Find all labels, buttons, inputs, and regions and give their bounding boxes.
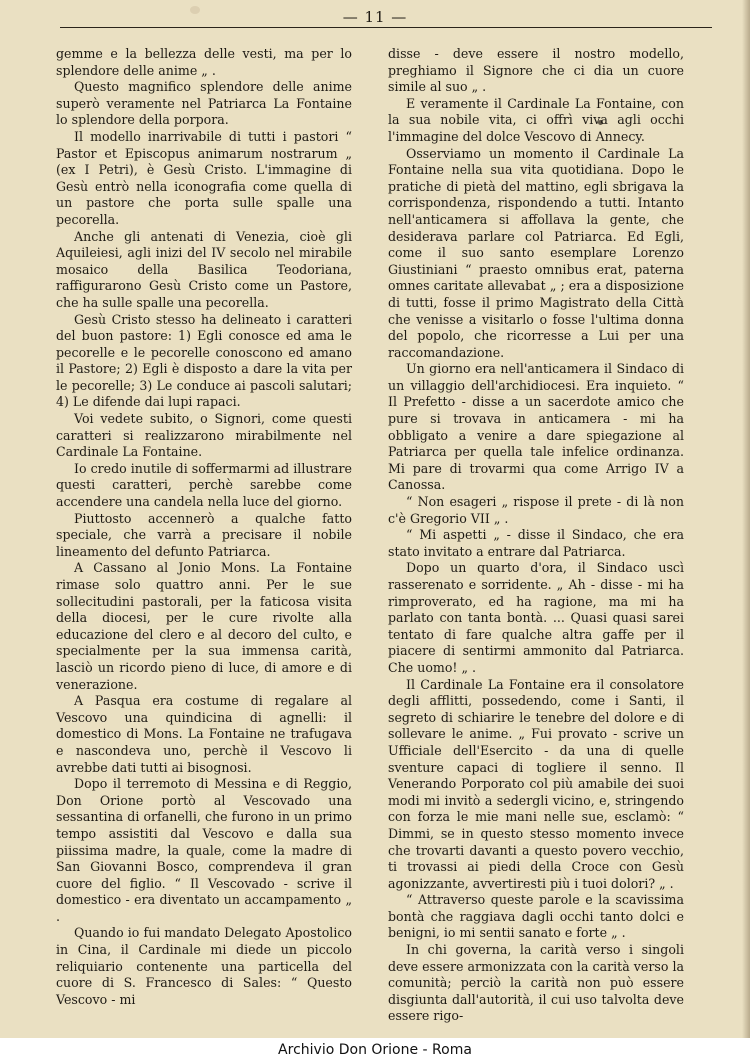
paragraph: Quando io fui mandato Delegato Apostolico in Cina, il Cardinale mi diede un piccolo reliquiario contenente una particella del cuore di S. Francesco di Sales: “ Questo Vescovo - mi [56,925,352,1007]
paragraph: Voi vedete subito, o Signori, come questi caratteri si realizzarono mirabilmente nel Cardinale La Fontaine. [56,411,352,460]
paragraph: Io credo inutile di soffermarmi ad illustrare questi caratteri, perchè sarebbe come accendere una candela nella luce del giorno. [56,460,352,510]
paragraph: Il Cardinale La Fontaine era il consolatore degli afflitti, possedendo, come i Santi, il segreto di schiarire le tenebre del dolore e di sollevare le anime. „ Fui provato - scrive un Ufficiale dell'Esercito - da una di quelle sventure capaci di togliere il senno. Il Venerando Porporato col più amabile dei suoi modi mi invitò a sedergli vicino, e, stringendo con forza le mie mani nelle sue, esclamò: “ Dimmi, se in questo stesso momento invece che trovarti davanti a questo povero vecchio, ti trovassi ai piedi della Croce con Gesù agonizzante, avvertiresti più i tuoi dolori? „ . [388,676,684,891]
left-column [56,46,352,1008]
paragraph: Il modello inarrivabile di tutti i pastori “ Pastor et Episcopus animarum nostrarum „ (ex I Petri), è Gesù Cristo. L'immagine di Gesù entrò nella iconografia come quella di un pastore che porta sulle spalle una pecorella. [56,128,352,227]
paragraph: “ Non esageri „ rispose il prete - di là non c'è Gregorio VII „ . [388,494,684,526]
paragraph: “ Attraverso queste parole e la scavissima bontà che raggiava dagli occhi tanto dolci e benigni, io mi sentii sanato e forte „ . [388,892,684,941]
paragraph: “ Mi aspetti „ - disse il Sindaco, che era stato invitato a entrare dal Patriarca. [388,527,684,559]
paragraph: Dopo un quarto d'ora, il Sindaco uscì rasserenato e sorridente. „ Ah - disse - mi ha rimproverato, ed ha ragione, ma mi ha parlato con tanta bontà. ... Quasi quasi sarei tentato di fare qualche altra gaffe per il piacere di sentirmi ammonito dal Patriarca. Che uomo! „ . [388,560,684,675]
header-rule [60,27,712,28]
paragraph: In chi governa, la carità verso i singoli deve essere armonizzata con la carità verso la comunità; perciò la carità non può essere disgiunta dall'autorità, il cui uso talvolta deve essere rigo- [388,942,684,1024]
paragraph: A Cassano al Jonio Mons. La Fontaine rimase solo quattro anni. Per le sue sollecitudini pastorali, per la faticosa visita della diocesi, per le cure rivolte alla educazione del clero e al decoro del culto, e specialmente per la sua immensa carità, lasciò un ricordo pieno di luce, di amore e di venerazione. [56,560,352,692]
archive-footer: Archivio Don Orione - Roma [0,1038,750,1062]
paragraph: Piuttosto accennerò a qualche fatto speciale, che varrà a precisare il nobile lineamento del defunto Patriarca. [56,510,352,559]
right-column [388,46,684,1025]
paragraph: Dopo il terremoto di Messina e di Reggio, Don Orione portò al Vescovado una sessantina di orfanelli, che furono in un primo tempo assistiti dal Vescovo e dalla sua piissima madre, la quale, come la madre di San Giovanni Bosco, comprendeva il gran cuore del figlio. “ Il Vescovado - scrive il domestico - era diventato un accampamento „ . [56,776,352,924]
page-number: — 11 — [342,8,408,26]
paragraph: Anche gli antenati di Venezia, cioè gli Aquileiesi, agli inizi del IV secolo nel mirabile mosaico della Basilica Teodoriana, raffigurarono Gesù Cristo come un Pastore, che ha sulle spalle una pecorella. [56,228,352,310]
paragraph: Questo magnifico splendore delle anime superò veramente nel Patriarca La Fontaine lo splendore della porpora. [56,79,352,128]
paragraph: E veramente il Cardinale La Fontaine, con la sua nobile vita, ci offrì viva agli occhi l'immagine del dolce Vescovo di Annecy. [388,95,684,144]
paragraph: disse - deve essere il nostro modello, preghiamo il Signore che ci dia un cuore simile al suo „ . [388,46,684,95]
paragraph: Osserviamo un momento il Cardinale La Fontaine nella sua vita quotidiana. Dopo le pratiche di pietà del mattino, egli sbrigava la corrispondenza, rispondendo a tutti. Intanto nell'anticamera si affollava la gente, che desiderava parlare col Patriarca. Ed Egli, come il suo santo esemplare Lorenzo Giustiniani “ praesto omnibus erat, paterna omnes caritate allevabat „ ; era a disposizione di tutti, fosse il primo Magistrato della Città che venisse a visitarlo o fosse l'ultima donna del popolo, che ricorresse a Lui per una raccomandazione. [388,145,684,360]
page-edge-shadow [742,0,750,1062]
paragraph: A Pasqua era costume di regalare al Vescovo una quindicina di agnelli: il domestico di Mons. La Fontaine ne trafugava e nascondeva uno, perchè il Vescovo li avrebbe dati tutti ai bisognosi. [56,693,352,775]
paragraph: gemme e la bellezza delle vesti, ma per lo splendore delle anime „ . [56,46,352,78]
paragraph: Un giorno era nell'anticamera il Sindaco di un villaggio dell'archidiocesi. Era inquieto. “ Il Prefetto - disse a un sacerdote amico che pure si trovava in anticamera - mi ha obbligato a venire a dare spiegazione al Patriarca per quella tale infelice ordinanza. Mi pare di trovarmi qua come Arrigo IV a Canossa. [388,361,684,493]
paragraph: Gesù Cristo stesso ha delineato i caratteri del buon pastore: 1) Egli conosce ed ama le pecorelle e le pecorelle conoscono ed amano il Pastore; 2) Egli è disposto a dare la vita per le pecorelle; 3) Le conduce ai pascoli salutari; 4) Le difende dai lupi rapaci. [56,311,352,410]
